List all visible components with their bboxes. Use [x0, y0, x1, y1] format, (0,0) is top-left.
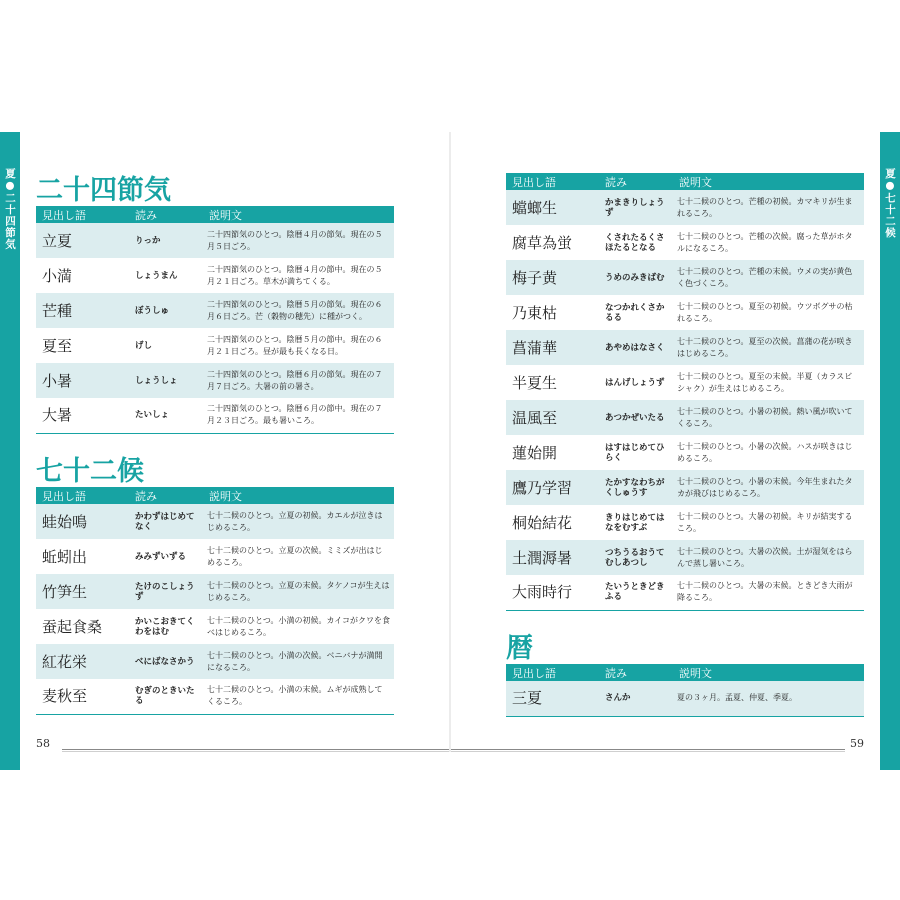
cell-description: 二十四節気のひとつ。陰暦４月の節中。現在の５月２１日ごろ。草木が満ちてくる。	[203, 258, 394, 293]
footer-rule-left-light	[62, 751, 449, 752]
table-header-row	[506, 664, 864, 681]
cell-description: 七十二候のひとつ。芒種の初候。カマキリが生まれるころ。	[673, 190, 864, 225]
cell-description: 七十二候のひとつ。夏至の末候。半夏（カラスビシャク）が生えはじめるころ。	[673, 365, 864, 400]
left-tab-label: 夏●二十四節気	[4, 168, 16, 250]
header-reading: 読み	[129, 206, 203, 223]
cell-reading: はすはじめてひらく	[599, 435, 673, 470]
page-number-left: 58	[36, 737, 50, 750]
section-shichijuni-ko-continued	[506, 173, 864, 611]
cell-description: 七十二候のひとつ。立夏の末候。タケノコが生えはじめるころ。	[203, 574, 394, 609]
cell-term: 大暑	[36, 398, 129, 433]
cell-description: 二十四節気のひとつ。陰暦６月の節中。現在の７月２３日ごろ。最も暑いころ。	[203, 398, 394, 433]
cell-term: 桐始結花	[506, 505, 599, 540]
cell-term: 蟷螂生	[506, 190, 599, 225]
cell-term: 紅花栄	[36, 644, 129, 679]
table-header-row	[36, 487, 394, 504]
cell-reading: しょうしょ	[129, 363, 203, 398]
cell-reading: さんか	[599, 681, 673, 716]
term-table	[506, 664, 864, 717]
cell-reading: きりはじめてはなをむすぶ	[599, 505, 673, 540]
cell-reading: べにばなさかう	[129, 644, 203, 679]
cell-term: 蓮始開	[506, 435, 599, 470]
cell-description: 七十二候のひとつ。小暑の初候。熱い風が吹いてくるころ。	[673, 400, 864, 435]
header-reading: 読み	[599, 173, 673, 190]
cell-description: 七十二候のひとつ。小満の末候。ムギが成熟してくるころ。	[203, 679, 394, 714]
left-section-tab	[0, 132, 20, 770]
table-row	[36, 679, 394, 714]
cell-reading: しょうまん	[129, 258, 203, 293]
term-table	[36, 487, 394, 715]
cell-term: 麦秋至	[36, 679, 129, 714]
footer-rule-right	[451, 749, 845, 750]
cell-description: 七十二候のひとつ。大暑の次候。土が湿気をはらんで蒸し暑いころ。	[673, 540, 864, 575]
section-title: 暦	[506, 633, 533, 664]
cell-term: 梅子黄	[506, 260, 599, 295]
cell-term: 蚕起食桑	[36, 609, 129, 644]
cell-description: 七十二候のひとつ。夏至の初候。ウツボグサの枯れるころ。	[673, 295, 864, 330]
table-row	[36, 539, 394, 574]
table-row	[506, 400, 864, 435]
cell-term: 芒種	[36, 293, 129, 328]
table-row	[506, 190, 864, 225]
cell-description: 二十四節気のひとつ。陰暦４月の節気。現在の５月５日ごろ。	[203, 223, 394, 258]
cell-reading: かわずはじめてなく	[129, 504, 203, 539]
cell-term: 蚯蚓出	[36, 539, 129, 574]
table-row	[36, 293, 394, 328]
cell-term: 蛙始鳴	[36, 504, 129, 539]
cell-term: 菖蒲華	[506, 330, 599, 365]
cell-reading: たいしょ	[129, 398, 203, 433]
header-reading: 読み	[599, 664, 673, 681]
table-row	[506, 681, 864, 716]
cell-description: 七十二候のひとつ。大暑の末候。ときどき大雨が降るころ。	[673, 575, 864, 610]
cell-term: 小暑	[36, 363, 129, 398]
header-description: 説明文	[673, 664, 864, 681]
cell-description: 七十二候のひとつ。大暑の初候。キリが結実するころ。	[673, 505, 864, 540]
right-tab-label: 夏●七十二候	[884, 168, 896, 239]
cell-term: 半夏生	[506, 365, 599, 400]
cell-reading: りっか	[129, 223, 203, 258]
cell-reading: ぼうしゅ	[129, 293, 203, 328]
right-section-tab	[880, 132, 900, 770]
table-row	[36, 574, 394, 609]
cell-description: 七十二候のひとつ。小満の初候。カイコがクワを食べはじめるころ。	[203, 609, 394, 644]
cell-reading: かいこおきてくわをはむ	[129, 609, 203, 644]
table-header-row	[506, 173, 864, 190]
table-row	[506, 575, 864, 610]
header-reading: 読み	[129, 487, 203, 504]
section-nijushi-sekki	[36, 176, 394, 434]
term-table	[506, 173, 864, 611]
table-row	[36, 504, 394, 539]
header-term: 見出し語	[506, 173, 599, 190]
header-term: 見出し語	[36, 206, 129, 223]
cell-reading: あつかぜいたる	[599, 400, 673, 435]
table-row	[36, 363, 394, 398]
cell-reading: うめのみきばむ	[599, 260, 673, 295]
table-row	[36, 609, 394, 644]
cell-description: 七十二候のひとつ。小満の次候。ベニバナが満開になるころ。	[203, 644, 394, 679]
cell-description: 七十二候のひとつ。小暑の次候。ハスが咲きはじめるころ。	[673, 435, 864, 470]
table-row	[506, 225, 864, 260]
table-row	[506, 435, 864, 470]
table-row	[36, 258, 394, 293]
cell-reading: かまきりしょうず	[599, 190, 673, 225]
cell-description: 七十二候のひとつ。小暑の末候。今年生まれたタカが飛びはじめるころ。	[673, 470, 864, 505]
footer-rule-right-light	[451, 751, 845, 752]
cell-reading: つちうるおうてむしあつし	[599, 540, 673, 575]
cell-description: 夏の３ヶ月。孟夏、仲夏、季夏。	[673, 681, 864, 716]
cell-term: 竹笋生	[36, 574, 129, 609]
cell-term: 温風至	[506, 400, 599, 435]
term-table	[36, 206, 394, 434]
cell-description: 二十四節気のひとつ。陰暦５月の節中。現在の６月２１日ごろ。昼が最も長くなる日。	[203, 328, 394, 363]
header-term: 見出し語	[36, 487, 129, 504]
table-row	[36, 398, 394, 433]
table-row	[36, 223, 394, 258]
cell-description: 七十二候のひとつ。立夏の初候。カエルが泣きはじめるころ。	[203, 504, 394, 539]
cell-description: 二十四節気のひとつ。陰暦５月の節気。現在の６月６日ごろ。芒（穀物の穂先）に種がつく。	[203, 293, 394, 328]
cell-description: 七十二候のひとつ。芒種の次候。腐った草がホタルになるころ。	[673, 225, 864, 260]
header-description: 説明文	[203, 487, 394, 504]
cell-reading: なつかれくさかるる	[599, 295, 673, 330]
cell-reading: はんげしょうず	[599, 365, 673, 400]
cell-term: 大雨時行	[506, 575, 599, 610]
cell-term: 鷹乃学習	[506, 470, 599, 505]
cell-reading: たけのこしょうず	[129, 574, 203, 609]
cell-description: 七十二候のひとつ。立夏の次候。ミミズが出はじめるころ。	[203, 539, 394, 574]
cell-term: 立夏	[36, 223, 129, 258]
footer-rule-left	[62, 749, 449, 750]
table-row	[36, 328, 394, 363]
table-row	[36, 644, 394, 679]
cell-term: 腐草為蛍	[506, 225, 599, 260]
table-row	[506, 505, 864, 540]
cell-reading: たいうときどきふる	[599, 575, 673, 610]
table-row	[506, 540, 864, 575]
cell-reading: くされたるくさほたるとなる	[599, 225, 673, 260]
page-number-right: 59	[850, 737, 864, 750]
header-description: 説明文	[673, 173, 864, 190]
table-row	[506, 260, 864, 295]
table-row	[506, 470, 864, 505]
cell-description: 七十二候のひとつ。夏至の次候。菖蒲の花が咲きはじめるころ。	[673, 330, 864, 365]
table-header-row	[36, 206, 394, 223]
cell-reading: たかすなわちがくしゅうす	[599, 470, 673, 505]
cell-term: 乃東枯	[506, 295, 599, 330]
cell-term: 土潤溽暑	[506, 540, 599, 575]
section-shichijuni-ko	[36, 457, 394, 715]
table-row	[506, 295, 864, 330]
cell-term: 三夏	[506, 681, 599, 716]
page-spine	[449, 132, 451, 752]
table-row	[506, 365, 864, 400]
cell-reading: むぎのときいたる	[129, 679, 203, 714]
header-term: 見出し語	[506, 664, 599, 681]
section-koyomi	[506, 634, 864, 717]
section-title: 七十二候	[36, 456, 144, 487]
header-description: 説明文	[203, 206, 394, 223]
section-title: 二十四節気	[36, 175, 171, 206]
cell-description: 二十四節気のひとつ。陰暦６月の節気。現在の７月７日ごろ。大暑の前の暑さ。	[203, 363, 394, 398]
cell-description: 七十二候のひとつ。芒種の末候。ウメの実が黄色く色づくころ。	[673, 260, 864, 295]
cell-term: 夏至	[36, 328, 129, 363]
table-row	[506, 330, 864, 365]
cell-reading: げし	[129, 328, 203, 363]
cell-term: 小満	[36, 258, 129, 293]
cell-reading: あやめはなさく	[599, 330, 673, 365]
cell-reading: みみずいずる	[129, 539, 203, 574]
